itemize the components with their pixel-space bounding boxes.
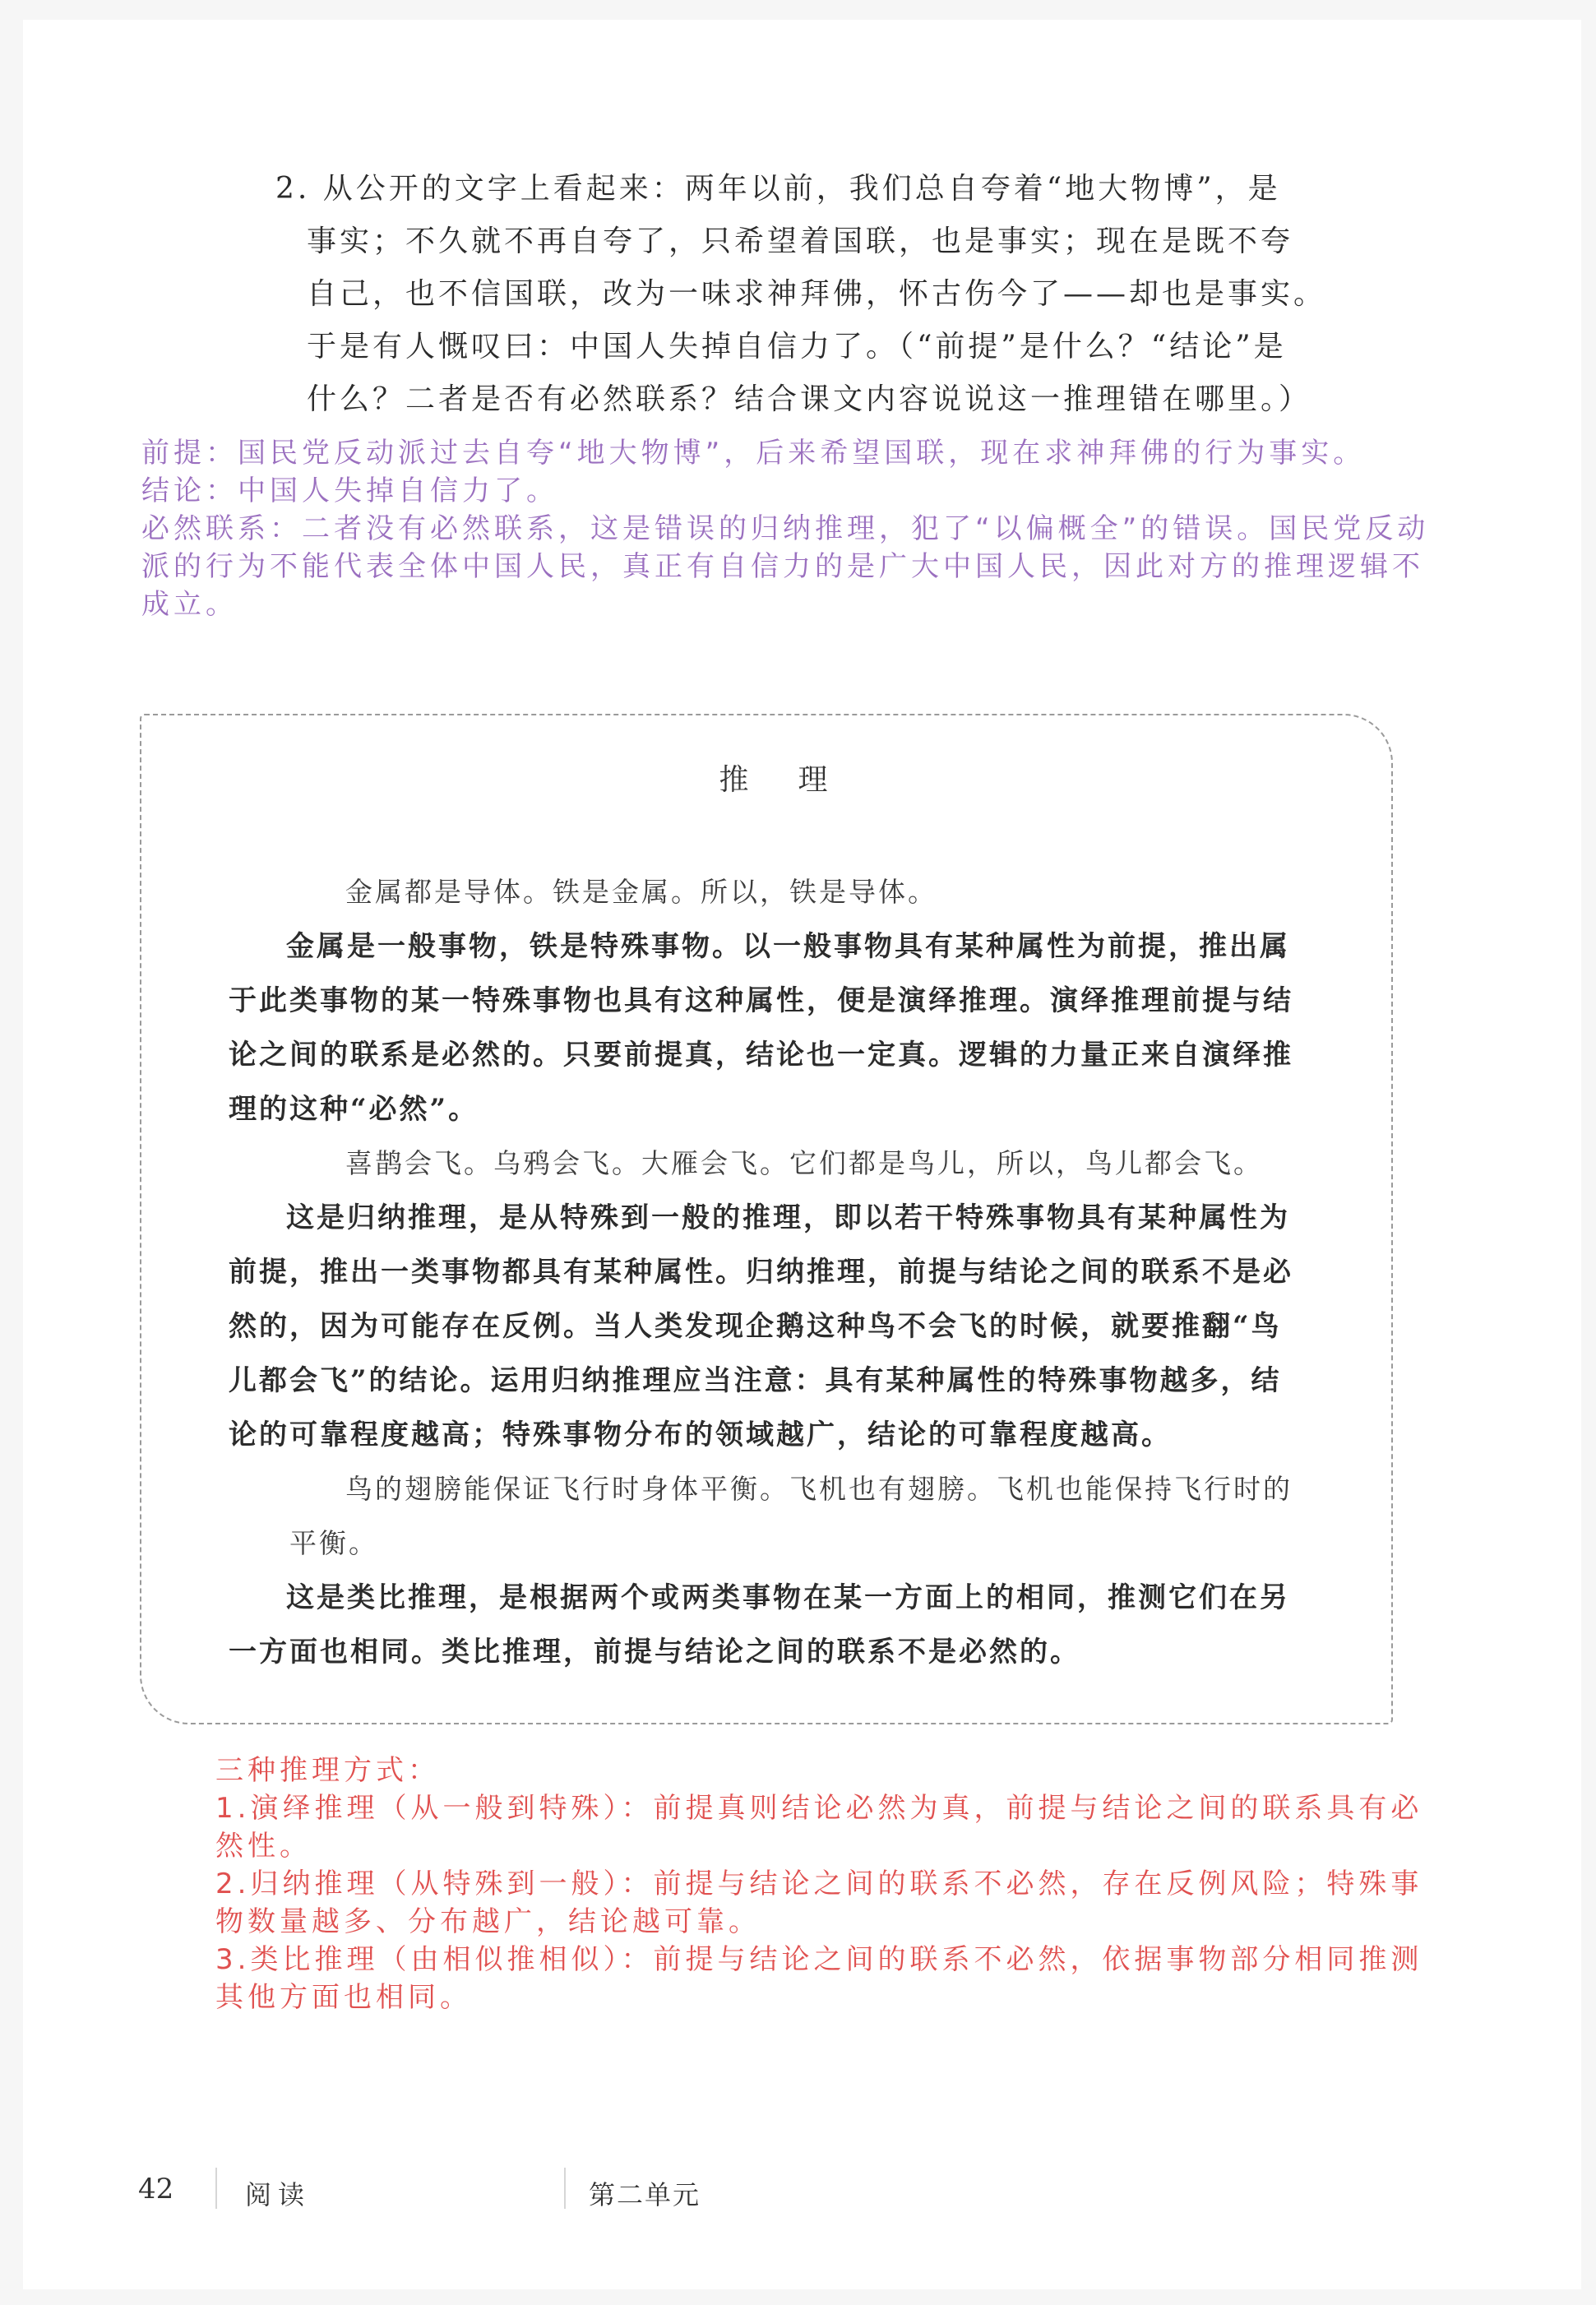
answer-premise: 前提：国民党反动派过去自夸“地大物博”，后来希望国联，现在求神拜佛的行为事实。 [141,437,1366,470]
question-line: 2. 从公开的文字上看起来：两年以前，我们总自夸着“地大物博”，是 [275,172,1281,206]
answer-red-heading: 三种推理方式： [215,1754,440,1787]
example-deduction: 金属都是导体。铁是金属。所以，铁是导体。 [345,876,937,908]
answer-necessary-link: 必然联系：二者没有必然联系，这是错误的归纳推理，犯了“以偏概全”的错误。国民党反动派的行为不能代表全体中国人民，真正有自信力的是广大中国人民，因此对方的推理逻辑不成立。 [141,512,1430,621]
answer-red-item: 3.类比推理（由相似推相似）：前提与结论之间的联系不必然，依据事物部分相同推测其他方面也相同。 [215,1943,1423,2014]
question-line: 事实；不久就不再自夸了，只希望着国联，也是事实；现在是既不夸 [307,224,1294,258]
footer-section: 阅读 [245,2179,312,2210]
para-analogy [229,1571,1306,1679]
handwritten-answer-purple [141,434,1449,623]
answer-red-item: 1.演绎推理（从一般到特殊）：前提真则结论必然为真，前提与结论之间的联系具有必然性。 [215,1792,1423,1863]
para-deduction-text: 金属是一般事物，铁是特殊事物。以一般事物具有某种属性为前提，推出属于此类事物的某一特殊事物也具有这种属性，便是演绎推理。演绎推理前提与结论之间的联系是必然的。只要前提真，结论也一定真。逻辑的力量正来自演绎推理的这种“必然”。 [229,930,1293,1126]
para-induction-text: 这是归纳推理，是从特殊到一般的推理，即以若干特殊事物具有某种属性为前提，推出一类事物都具有某种属性。归纳推理，前提与结论之间的联系不是必然的，因为可能存在反例。当人类发现企鹅这种鸟不会飞的时候，就要推翻“鸟儿都会飞”的结论。运用归纳推理应当注意：具有某种属性的特殊事物越多，结论的可靠程度越高；特殊事物分布的领域越广，结论的可靠程度越高。 [229,1201,1293,1451]
footer-divider [215,2168,217,2209]
example-induction: 喜鹊会飞。乌鸦会飞。大雁会飞。它们都是鸟儿，所以，鸟儿都会飞。 [345,1147,1263,1179]
para-analogy-text: 这是类比推理，是根据两个或两类事物在某一方面上的相同，推测它们在另一方面也相同。类比推理，前提与结论之间的联系不是必然的。 [229,1581,1290,1669]
note-title: 推理 [719,763,877,797]
para-deduction [229,919,1306,1136]
example-analogy: 鸟的翅膀能保证飞行时身体平衡。飞机也有翅膀。飞机也能保持飞行时的平衡。 [289,1473,1293,1559]
footer-unit: 第二单元 [589,2179,701,2210]
answer-red-item: 2.归纳推理（从特殊到一般）：前提与结论之间的联系不必然，存在反例风险；特殊事物数量越多、分布越广，结论越可靠。 [215,1868,1423,1938]
para-induction [229,1191,1306,1462]
footer-divider [564,2168,566,2209]
page-number: 42 [138,2173,174,2205]
question-line: 什么？二者是否有必然联系？结合课文内容说说这一推理错在哪里。） [307,382,1312,416]
question-line: 自己，也不信国联，改为一味求神拜佛，怀古伤今了——却也是事实。 [307,277,1327,311]
question-line: 于是有人慨叹曰：中国人失掉自信力了。（“前提”是什么？“结论”是 [307,330,1287,363]
handwritten-answer-red [215,1752,1449,2016]
answer-conclusion: 结论：中国人失掉自信力了。 [141,474,558,507]
